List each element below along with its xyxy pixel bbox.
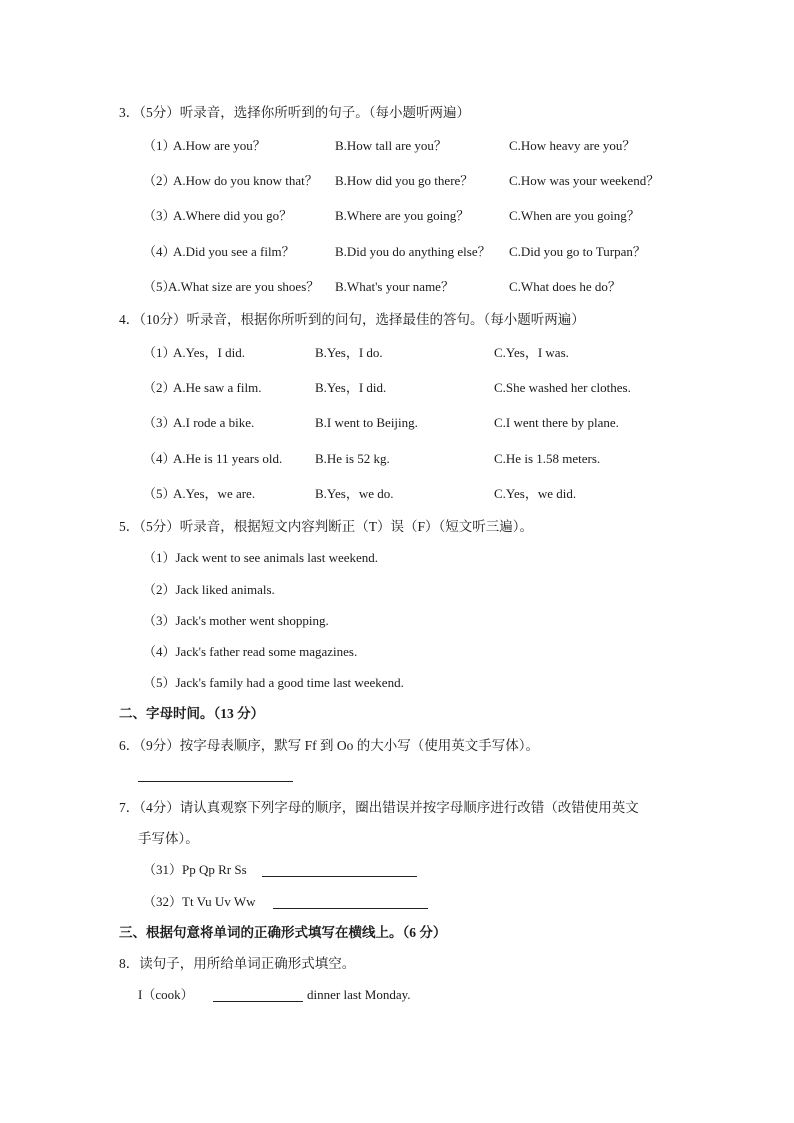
q3-row-5-num: （5） [143, 279, 176, 294]
q4-row-1-c: C.Yes，I was. [494, 345, 569, 360]
q7-title-line-2: 手写体）。 [138, 831, 199, 846]
q3-row-5-a: A.What size are you shoes？ [168, 279, 320, 294]
q5-item-2: （2）Jack liked animals. [143, 582, 275, 597]
q3-row-2-b: B.How did you go there？ [335, 173, 474, 188]
section-2-heading: 二、字母时间。（13 分） [119, 706, 265, 721]
q5-item-1: （1）Jack went to see animals last weekend. [143, 550, 379, 565]
q3-row-4-c: C.Did you go to Turpan？ [509, 244, 646, 259]
q4-row-5-num: （5） [143, 486, 176, 501]
q4-row-4-a: A.He is 11 years old. [173, 451, 283, 466]
q7-title-line-1: 7．（4分）请认真观察下列字母的顺序，圈出错误并按字母顺序进行改错（改错使用英文 [119, 800, 639, 815]
q7-item-32-blank[interactable] [273, 908, 428, 909]
q4-row-2-b: B.Yes，I did. [315, 380, 387, 395]
q8-sentence-start: I（cook） [138, 987, 194, 1002]
q8-title: 8．读句子，用所给单词正确形式填空。 [119, 956, 356, 971]
q5-title: 5．（5分）听录音，根据短文内容判断正（T）误（F）（短文听三遍）。 [119, 519, 534, 534]
q4-row-2-a: A.He saw a film. [173, 380, 262, 395]
section-3-heading: 三、根据句意将单词的正确形式填写在横线上。（6 分） [119, 925, 447, 940]
q3-row-2-num: （2） [143, 173, 176, 188]
q7-item-31: （31）Pp Qp Rr Ss [143, 862, 247, 877]
q3-row-3-b: B.Where are you going？ [335, 208, 470, 223]
q5-item-5: （5）Jack's family had a good time last weekend. [143, 675, 404, 690]
q4-title: 4．（10分）听录音，根据你所听到的问句，选择最佳的答句。（每小题听两遍） [119, 312, 585, 327]
q3-row-5-c: C.What does he do？ [509, 279, 621, 294]
q4-row-1-a: A.Yes，I did. [173, 345, 245, 360]
q4-row-4-num: （4） [143, 451, 176, 466]
q4-row-2-c: C.She washed her clothes. [494, 380, 631, 395]
q8-sentence-end: dinner last Monday. [307, 987, 411, 1002]
q4-row-5-c: C.Yes，we did. [494, 486, 577, 501]
q4-row-1-b: B.Yes，I do. [315, 345, 383, 360]
q3-row-3-num: （3） [143, 208, 176, 223]
q3-row-1-b: B.How tall are you？ [335, 138, 447, 153]
q4-row-2-num: （2） [143, 380, 176, 395]
q7-item-32: （32）Tt Vu Uv Ww [143, 894, 256, 909]
q3-row-2-a: A.How do you know that？ [173, 173, 318, 188]
q3-row-4-a: A.Did you see a film？ [173, 244, 295, 259]
q4-row-4-b: B.He is 52 kg. [315, 451, 390, 466]
q4-row-4-c: C.He is 1.58 meters. [494, 451, 601, 466]
q3-row-3-c: C.When are you going？ [509, 208, 640, 223]
q4-row-5-b: B.Yes，we do. [315, 486, 394, 501]
q3-title: 3．（5分）听录音，选择你所听到的句子。（每小题听两遍） [119, 105, 470, 120]
q3-row-2-c: C.How was your weekend？ [509, 173, 660, 188]
q4-row-1-num: （1） [143, 345, 176, 360]
q3-row-4-b: B.Did you do anything else？ [335, 244, 491, 259]
q6-answer-blank[interactable] [138, 781, 293, 782]
q3-row-4-num: （4） [143, 244, 176, 259]
q3-row-1-c: C.How heavy are you？ [509, 138, 636, 153]
q8-answer-blank[interactable] [213, 1001, 303, 1002]
q4-row-3-a: A.I rode a bike. [173, 415, 255, 430]
q5-item-4: （4）Jack's father read some magazines. [143, 644, 358, 659]
q4-row-3-num: （3） [143, 415, 176, 430]
q7-item-31-blank[interactable] [262, 876, 417, 877]
q3-row-1-num: （1） [143, 138, 176, 153]
q4-row-3-b: B.I went to Beijing. [315, 415, 418, 430]
q4-row-3-c: C.I went there by plane. [494, 415, 619, 430]
q3-row-5-b: B.What's your name？ [335, 279, 454, 294]
q5-item-3: （3）Jack's mother went shopping. [143, 613, 329, 628]
q3-row-3-a: A.Where did you go？ [173, 208, 293, 223]
q3-row-1-a: A.How are you？ [173, 138, 266, 153]
q4-row-5-a: A.Yes，we are. [173, 486, 256, 501]
q6-title: 6．（9分）按字母表顺序，默写 Ff 到 Oo 的大小写（使用英文手写体）。 [119, 738, 540, 753]
